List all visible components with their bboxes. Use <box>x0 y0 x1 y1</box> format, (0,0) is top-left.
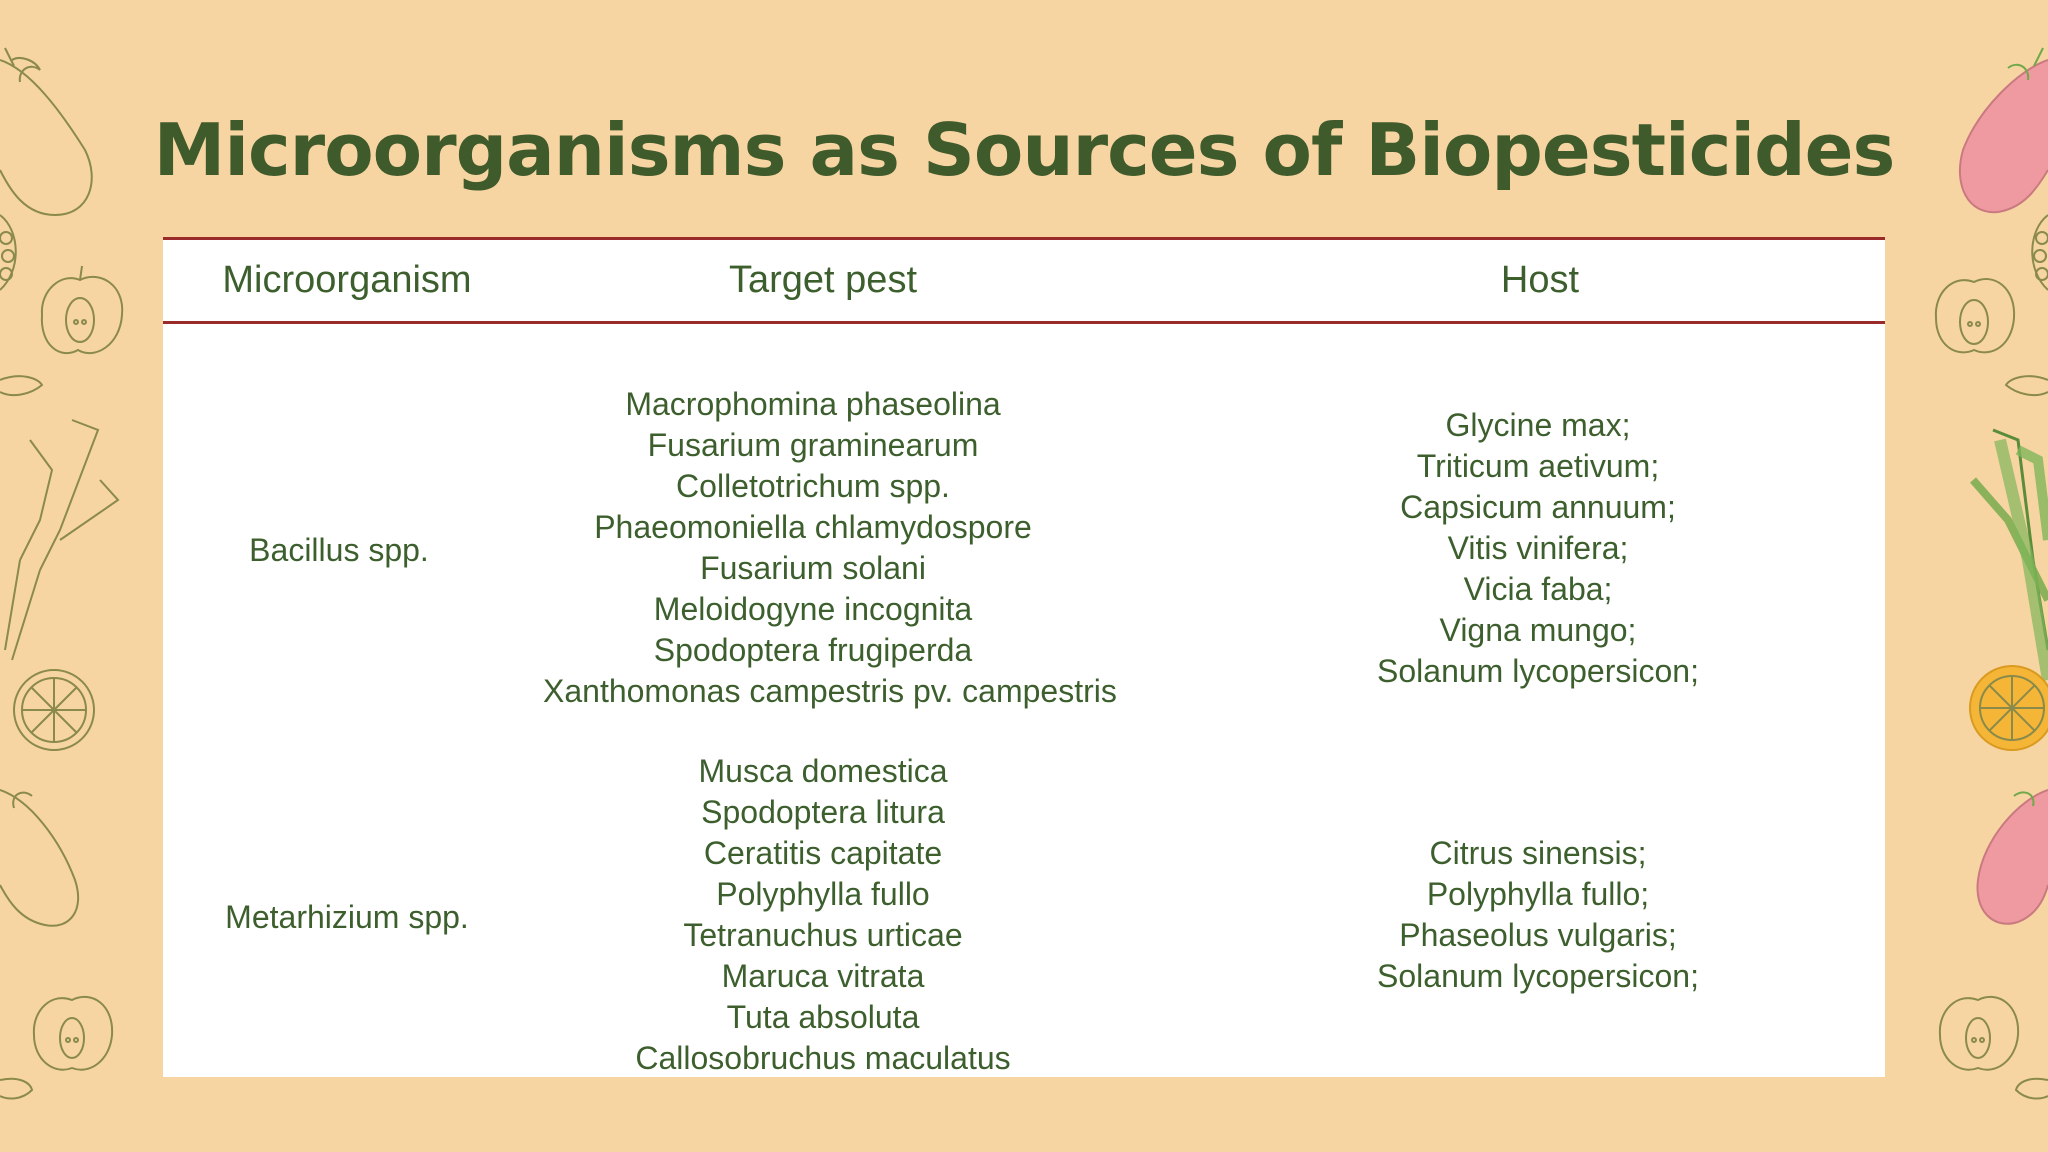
target-pest-item: Polyphylla fullo <box>716 876 930 912</box>
small-leaf-icon <box>0 376 42 395</box>
row-1-microorganism: Bacillus spp. <box>249 532 429 568</box>
leek-icon <box>5 420 118 660</box>
apple-icon <box>1936 279 2014 352</box>
host-item: Vigna mungo; <box>1439 612 1637 648</box>
host-item: Capsicum annuum; <box>1400 489 1676 525</box>
target-pest-item: Spodoptera litura <box>701 794 945 830</box>
target-pest-item: Ceratitis capitate <box>703 835 943 871</box>
small-leaf-icon <box>2016 1079 2048 1099</box>
target-pest-item: Phaeomoniella chlamydospore <box>594 509 1032 545</box>
host-item: Polyphylla fullo; <box>1426 876 1650 912</box>
eggplant-icon <box>1977 790 2048 924</box>
column-header-target-pest: Target pest <box>729 259 917 301</box>
small-leaf-icon <box>2006 376 2048 395</box>
target-pest-item: Tuta absoluta <box>726 999 920 1035</box>
row-2-microorganism: Metarhizium spp. <box>225 899 469 935</box>
lemon-slice-icon <box>1970 666 2048 750</box>
host-item: Glycine max; <box>1445 407 1631 443</box>
host-item: Vitis vinifera; <box>1447 530 1629 566</box>
host-item: Solanum lycopersicon; <box>1377 653 1699 689</box>
target-pest-item: Tetranuchus urticae <box>683 917 963 953</box>
host-item: Phaseolus vulgaris; <box>1399 917 1677 953</box>
target-pest-item: Spodoptera frugiperda <box>653 632 973 668</box>
target-pest-item: Fusarium solani <box>700 550 926 586</box>
target-pest-item: Xanthomonas campestris pv. campestris <box>543 673 1117 709</box>
apple-icon <box>42 266 122 353</box>
row-2-hosts <box>1313 833 1763 997</box>
target-pest-item: Callosobruchus maculatus <box>635 1040 1011 1076</box>
table-header-row <box>163 237 1885 324</box>
pea-pod-icon <box>0 215 16 290</box>
row-2-target-pests <box>543 751 1103 1079</box>
column-header-microorganism: Microorganism <box>222 259 472 301</box>
lemon-slice-icon <box>14 670 94 750</box>
slide-title: Microorganisms as Sources of Biopesticides <box>153 108 1895 192</box>
biopesticide-table <box>163 237 1885 1077</box>
host-item: Solanum lycopersicon; <box>1377 958 1699 994</box>
target-pest-item: Colletotrichum spp. <box>676 468 950 504</box>
target-pest-item: Musca domestica <box>698 753 948 789</box>
target-pest-item: Maruca vitrata <box>721 958 925 994</box>
target-pest-item: Fusarium graminearum <box>647 427 979 463</box>
apple-icon <box>34 997 112 1070</box>
host-item: Vicia faba; <box>1463 571 1613 607</box>
target-pest-item: Meloidogyne incognita <box>653 591 973 627</box>
host-item: Citrus sinensis; <box>1429 835 1647 871</box>
column-header-host: Host <box>1500 259 1580 301</box>
row-1-target-pests <box>543 384 1117 712</box>
small-leaf-icon <box>0 1079 32 1099</box>
leek-icon <box>1973 430 2048 680</box>
host-item: Triticum aetivum; <box>1416 448 1660 484</box>
pea-pod-icon <box>2032 215 2048 290</box>
apple-icon <box>1940 997 2018 1070</box>
eggplant-icon <box>0 790 78 926</box>
target-pest-item: Macrophomina phaseolina <box>625 386 1001 422</box>
row-1-hosts <box>1313 405 1763 692</box>
